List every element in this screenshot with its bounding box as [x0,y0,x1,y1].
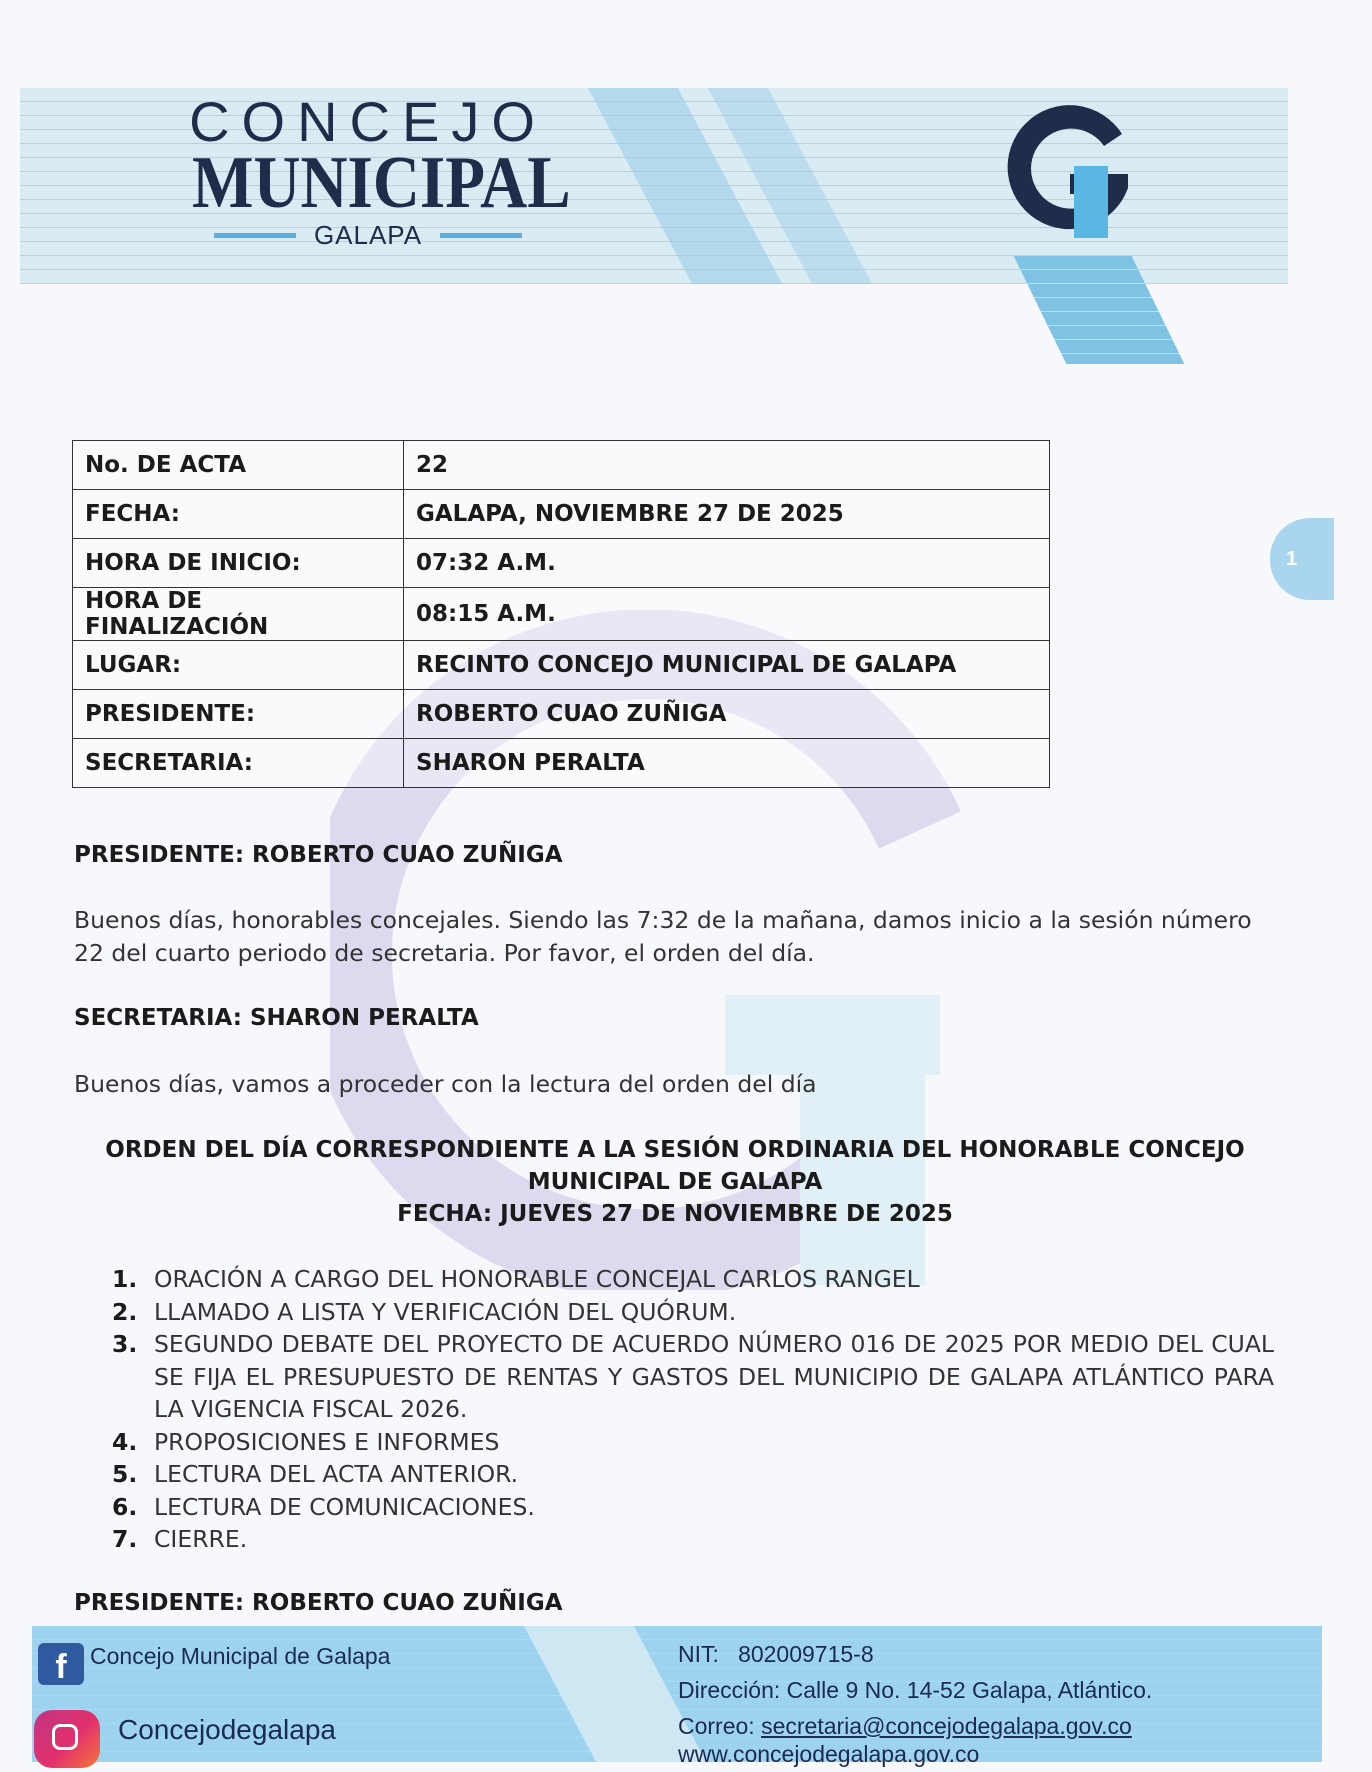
nit-row [678,1636,1152,1672]
email-link[interactable]: secretaria@concejodegalapa.gov.co [761,1713,1132,1739]
facebook-link[interactable]: Concejo Municipal de Galapa [90,1643,391,1669]
facebook-icon[interactable]: f [38,1643,84,1685]
list-item [112,1426,1274,1459]
table-row [73,690,1050,739]
table-label: PRESIDENTE: [73,690,404,739]
item-number: 7. [112,1525,138,1553]
item-text: LECTURA DE COMUNICACIONES. [154,1492,535,1521]
item-number: 3. [112,1330,138,1358]
paragraph-president: Buenos días, honorables concejales. Siendo las 7:32 de la mañana, damos inicio a la sesión número 22 del cuarto periodo de secretaria. Por favor, el orden del día. [74,906,1252,967]
table-label: HORA DE FINALIZACIÓN [73,588,404,641]
table-value: ROBERTO CUAO ZUÑIGA [404,690,1050,739]
paragraph-secretary: Buenos días, vamos a proceder con la lectura del orden del día [74,1070,817,1098]
brand-rule [440,233,522,238]
page-number-badge: 1 [1270,518,1334,600]
list-item [112,1263,1274,1296]
item-number: 2. [112,1297,138,1326]
table-row [73,739,1050,788]
speaker-secretary: SECRETARIA: SHARON PERALTA [74,1005,479,1031]
brand-line-1: CONCEJO [189,90,547,153]
agenda-title [90,1134,1260,1230]
list-item [112,1491,1274,1524]
table-label: LUGAR: [73,641,404,690]
table-row [73,641,1050,690]
table-label: FECHA: [73,490,404,539]
instagram-icon[interactable] [34,1710,100,1768]
table-value: 22 [404,441,1050,490]
list-item [112,1523,1274,1556]
item-number: 4. [112,1427,138,1456]
item-text: ORACIÓN A CARGO DEL HONORABLE CONCEJAL CARLOS RANGEL [154,1265,920,1293]
list-item [112,1328,1274,1426]
table-value: 08:15 A.M. [404,588,1050,641]
table-label: No. DE ACTA [73,441,404,490]
table-row [73,441,1050,490]
g-logo-icon [990,96,1150,246]
item-number: 5. [112,1460,138,1488]
item-text: PROPOSICIONES E INFORMES [154,1427,500,1456]
table-label: HORA DE INICIO: [73,539,404,588]
table-value: RECINTO CONCEJO MUNICIPAL DE GALAPA [404,641,1050,690]
brand-city: GALAPA [313,220,423,250]
agenda-title-line: MUNICIPAL DE GALAPA [527,1169,823,1195]
item-text: LECTURA DEL ACTA ANTERIOR. [154,1460,519,1488]
nit-label: NIT: [678,1641,719,1667]
list-item [112,1458,1274,1491]
item-text: SEGUNDO DEBATE DEL PROYECTO DE ACUERDO NÚMERO 016 DE 2025 POR MEDIO DEL CUAL SE FIJA EL PRESUPUESTO DE RENTAS Y GASTOS DEL MUNICIPIO DE GALAPA ATLÁNTICO PARA LA VIGENCIA FISCAL 2026. [154,1330,1274,1423]
speaker-president: PRESIDENTE: ROBERTO CUAO ZUÑIGA [74,1590,563,1616]
agenda-title-line: ORDEN DEL DÍA CORRESPONDIENTE A LA SESIÓN ORDINARIA DEL HONORABLE CONCEJO [105,1137,1245,1163]
instagram-link[interactable]: Concejodegalapa [118,1714,336,1745]
item-number: 6. [112,1492,138,1521]
table-value: GALAPA, NOVIEMBRE 27 DE 2025 [404,490,1050,539]
item-text: CIERRE. [154,1525,248,1553]
item-number: 1. [112,1265,138,1293]
footer-contact [678,1636,1152,1772]
table-row [73,490,1050,539]
website-link[interactable]: www.concejodegalapa.gov.co [678,1741,980,1767]
item-text: LLAMADO A LISTA Y VERIFICACIÓN DEL QUÓRUM. [154,1297,737,1326]
brand-rule [214,233,296,238]
table-row [73,539,1050,588]
table-value: SHARON PERALTA [404,739,1050,788]
agenda-date: FECHA: JUEVES 27 DE NOVIEMBRE DE 2025 [397,1201,953,1227]
table-row [73,588,1050,641]
brand-line-3 [168,220,568,251]
list-item [112,1296,1274,1329]
address: Dirección: Calle 9 No. 14-52 Galapa, Atlántico. [678,1677,1153,1703]
nit-value: 802009715-8 [738,1641,874,1667]
speaker-president: PRESIDENTE: ROBERTO CUAO ZUÑIGA [74,842,563,868]
brand-logo [168,90,571,251]
brand-line-2: MUNICIPAL [192,142,571,224]
table-value: 07:32 A.M. [404,539,1050,588]
acta-info-table [72,440,1050,788]
table-label: SECRETARIA: [73,739,404,788]
email-label: Correo: [678,1713,755,1739]
agenda-list [112,1263,1274,1556]
